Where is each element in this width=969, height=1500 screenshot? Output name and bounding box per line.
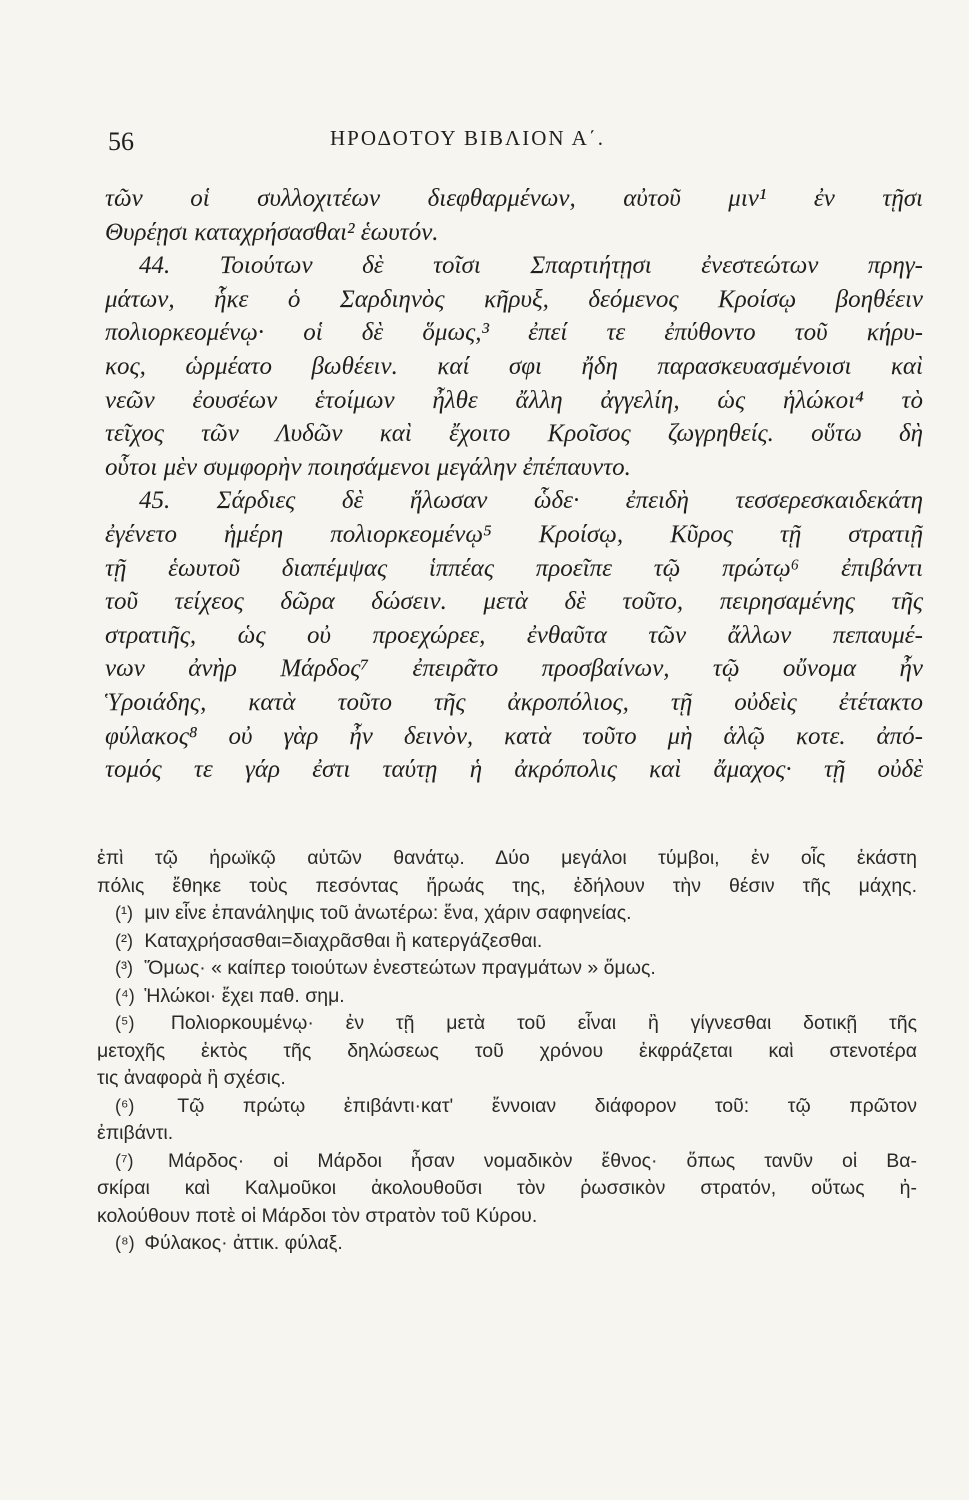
text-line: νων ἀνὴρ Μάρδος⁷ ἐπειρᾶτο προσβαίνων, τῷ οὔνομα ἦν [105, 655, 923, 683]
footnote-text: Τῷ πρώτῳ ἐπιβάντι·κατ' ἔννοιαν διάφορον τοῦ: τῷ πρῶτον [177, 1094, 917, 1117]
text-line: 45. Σάρδιες δὲ ἥλωσαν ὧδε· ἐπειδὴ τεσσερεσκαιδεκάτη [139, 487, 923, 515]
footnote-line [97, 1175, 917, 1203]
page-header [108, 122, 868, 162]
footnote-line [97, 1203, 917, 1231]
footnote-text: ἐπὶ τῷ ἡρωϊκῷ αὐτῶν θανάτῳ. Δύο μεγάλοι τύμβοι, ἐν οἷς ἑκάστη [97, 847, 917, 869]
footnote-line [97, 928, 917, 956]
footnote-text: Μάρδος· οἱ Μάρδοι ἦσαν νομαδικὸν ἔθνος· ὅπως τανῦν οἱ Βα- [168, 1149, 917, 1172]
footnote-marker: (⁵) [115, 1013, 135, 1033]
footnote-marker: (³) [115, 958, 133, 978]
text-line: τεῖχος τῶν Λυδῶν καὶ ἔχοιτο Κροῖσος ζωγρηθείς. οὕτω δὴ [105, 420, 923, 448]
text-line: πολιορκεομένῳ· οἱ δὲ ὅμως,³ ἐπεί τε ἐπύθοντο τοῦ κήρυ- [105, 319, 923, 347]
text-line: οὗτοι μὲν συμφορὴν ποιησάμενοι μεγάλην ἐπέπαυντο. [105, 453, 631, 481]
footnote-text: μιν εἶνε ἐπανάληψις τοῦ ἀνωτέρω: ἕνα, χάριν σαφηνείας. [144, 902, 632, 924]
footnote-text: πόλις ἔθηκε τοὺς πεσόντας ἥρωάς της, ἐδήλουν τὴν θέσιν τῆς μάχης. [97, 874, 917, 897]
footnote-text: Καταχρήσασθαι=διαχρᾶσθαι ἢ κατεργάζεσθαι. [144, 929, 543, 952]
footnote-text: Ὅμως· « καίπερ τοιούτων ἐνεστεώτων πραγμάτων » ὅμως. [144, 957, 656, 979]
footnote-line [97, 1148, 917, 1176]
running-head: ΗΡΟΔΟΤΟΥ ΒΙΒΛΙΟΝ Α΄. [330, 126, 606, 150]
text-line: νεῶν ἐουσέων ἑτοίμων ἦλθε ἄλλη ἀγγελίη, ὡς ἡλώκοι⁴ τὸ [105, 386, 923, 414]
text-line: τῶν οἱ συλλοχιτέων διεφθαρμένων, αὐτοῦ μιν¹ ἐν τῇσι [105, 185, 923, 212]
text-line: τοῦ τείχεος δῶρα δώσειν. μετὰ δὲ τοῦτο, πειρησαμένης τῆς [105, 588, 923, 616]
text-line: μάτων, ἧκε ὁ Σαρδιηνὸς κῆρυξ, δεόμενος Κροίσῳ βοηθέειν [105, 285, 923, 313]
text-line: φύλακος⁸ οὐ γὰρ ἦν δεινὸν, κατὰ τοῦτο μὴ ἁλῷ κοτε. ἀπό- [105, 722, 923, 750]
text-line: τῇ ἑωυτοῦ διαπέμψας ἱππέας προεῖπε τῷ πρώτῳ⁶ ἐπιβάντι [105, 554, 923, 582]
footnote-marker: (⁸) [115, 1233, 135, 1253]
footnote-marker: (⁴) [115, 985, 135, 1006]
footnote-marker: (¹) [115, 903, 133, 923]
footnote-line [97, 1038, 917, 1066]
footnote-line [97, 1010, 917, 1038]
footnote-line [97, 983, 917, 1011]
page-number: 56 [108, 127, 134, 156]
text-line: 44. Τοιούτων δὲ τοῖσι Σπαρτιήτῃσι ἐνεστεώτων πρηγ- [139, 252, 923, 280]
footnote-text: μετοχῆς ἐκτὸς τῆς δηλώσεως τοῦ χρόνου ἐκφράζεται καὶ στενοτέρα [97, 1039, 917, 1062]
footnotes-block [97, 845, 917, 1258]
text-line: κος, ὡρμέατο βωθέειν. καί σφι ἤδη παρασκευασμένοισι καὶ [105, 352, 923, 380]
footnote-line [97, 845, 917, 873]
main-text-block [105, 182, 923, 787]
footnote-text: τις ἀναφορὰ ἢ σχέσις. [97, 1067, 286, 1089]
footnote-line [97, 1065, 917, 1093]
text-line: τομός τε γάρ ἐστι ταύτῃ ἡ ἀκρόπολις καὶ ἄμαχος· τῇ οὐδὲ [105, 756, 923, 784]
text-line: Θυρέῃσι καταχρήσασθαι² ἑωυτόν. [105, 218, 439, 246]
text-line: Ὑροιάδης, κατὰ τοῦτο τῆς ἀκροπόλιος, τῇ οὐδεὶς ἐτέτακτο [105, 688, 923, 716]
footnote-text: Ἡλώκοι· ἔχει παθ. σημ. [144, 984, 345, 1007]
footnote-marker: (²) [115, 930, 133, 951]
footnote-text: σκίραι καὶ Καλμοῦκοι ἀκολουθοῦσι τὸν ῥωσσικὸν στρατόν, οὕτως ἠ- [97, 1177, 917, 1199]
footnote-line [97, 873, 917, 901]
text-line: στρατιῆς, ὡς οὐ προεχώρεε, ἐνθαῦτα τῶν ἄλλων πεπαυμέ- [105, 621, 923, 649]
footnote-line [97, 1230, 917, 1258]
text-line: ἐγένετο ἡμέρη πολιορκεομένῳ⁵ Κροίσῳ, Κῦρος τῇ στρατιῇ [105, 520, 923, 548]
footnote-text: κολούθουν ποτὲ οἱ Μάρδοι τὸν στρατὸν τοῦ Κύρου. [97, 1204, 538, 1227]
footnote-marker: (⁷) [115, 1150, 134, 1171]
footnote-line [97, 1093, 917, 1121]
footnote-text: Φύλακος· ἀττικ. φύλαξ. [144, 1232, 343, 1254]
footnote-line [97, 1120, 917, 1148]
footnote-marker: (⁶) [115, 1095, 135, 1116]
footnote-line [97, 955, 917, 983]
footnote-text: ἐπιβάντι. [97, 1122, 174, 1144]
footnote-text: Πολιορκουμένῳ· ἐν τῇ μετὰ τοῦ εἶναι ἢ γίγνεσθαι δοτικῇ τῆς [170, 1012, 917, 1034]
footnote-line [97, 900, 917, 928]
